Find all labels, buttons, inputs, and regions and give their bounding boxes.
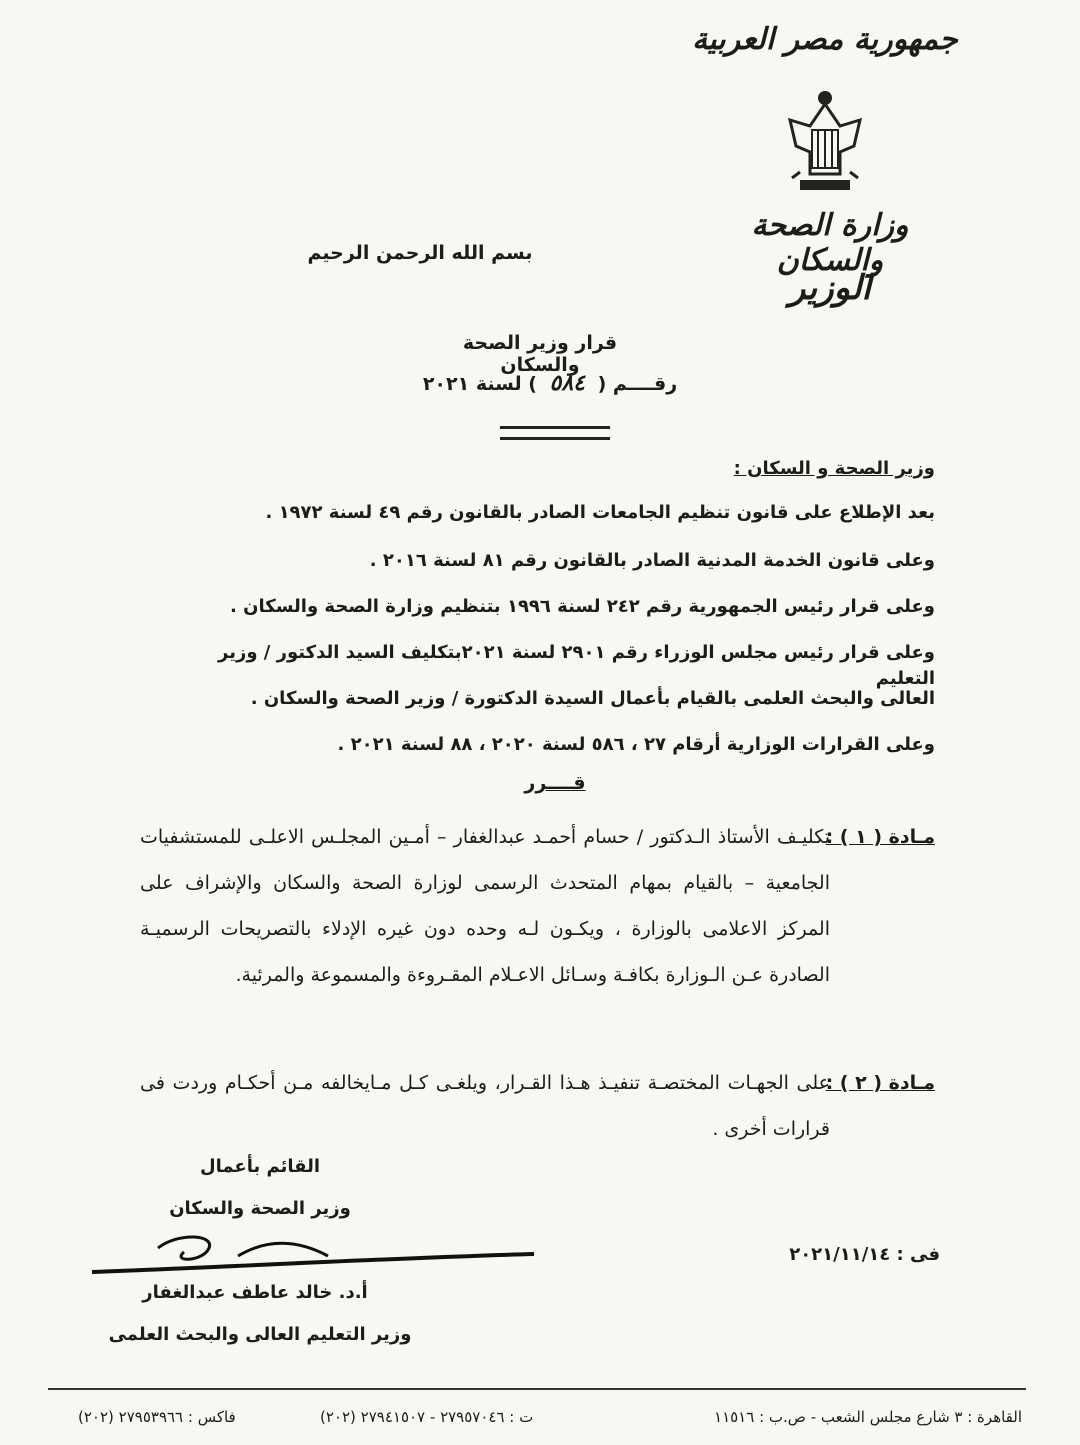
basmala: بسم الله الرحمن الرحيم [307,242,533,264]
preamble-line: العالى والبحث العلمى بالقيام بأعمال السيدة الدكتورة / وزير الصحة والسكان . [250,688,935,709]
signature-scribble-icon [88,1228,538,1288]
preamble-line: وعلى قرار رئيس مجلس الوزراء رقم ٢٩٠١ لسنة ٢٠٢١بتكليف السيد الدكتور / وزير التعليم [218,642,935,689]
date-label: فى : [896,1244,940,1265]
footer-address: القاهرة : ٣ شارع مجلس الشعب - ص.ب : ١١٥١٦ [714,1408,1022,1426]
letterhead-republic: جمهورية مصر العربية [692,22,958,57]
footer-rule [48,1388,1026,1390]
preamble-line: وعلى القرارات الوزارية أرقام ٢٧ ، ٥٨٦ لسنة ٢٠٢٠ ، ٨٨ لسنة ٢٠٢١ . [337,734,935,755]
decree-date [789,1244,940,1265]
addressee: وزير الصحة و السكان : [733,458,935,479]
article-1-label: مـادة ( ١ ) : [825,826,935,848]
signatory-title: وزير التعليم العالى والبحث العلمى [108,1324,412,1345]
decree-number-prefix: رقــــم ( [597,373,678,395]
preamble-line: بعد الإطلاع على قانون تنظيم الجامعات الصادر بالقانون رقم ٤٩ لسنة ١٩٧٢ . [265,502,935,523]
date-value: ٢٠٢١/١١/١٤ [789,1244,891,1265]
decided-heading: قــــرر [524,772,586,794]
acting-ministry: وزير الصحة والسكان [169,1198,351,1219]
decree-number: ٥٨٤ [549,370,585,396]
article-2-text: على الجهـات المختصـة تنفيـذ هـذا القـرار، ويلغـى كـل مـايخالفه مـن أحكـام وردت فى قرارات أخرى . [140,1072,830,1140]
letterhead-minister: الوزير [788,268,871,308]
decree-title: قرار وزير الصحة والسكان [462,332,618,376]
article-2-label: مـادة ( ٢ ) : [825,1072,935,1094]
preamble-line: وعلى قرار رئيس الجمهورية رقم ٢٤٢ لسنة ١٩٩٦ بتنظيم وزارة الصحة والسكان . [230,596,935,617]
footer-fax: فاكس : ٢٧٩٥٣٩٦٦ (٢٠٢) [78,1408,236,1426]
title-double-rule [500,426,610,440]
preamble-line: وعلى قانون الخدمة المدنية الصادر بالقانون رقم ٨١ لسنة ٢٠١٦ . [369,550,935,571]
acting-label: القائم بأعمال [199,1156,321,1177]
letterhead-ministry: وزارة الصحة والسكان [751,208,909,278]
eagle-emblem-icon [780,86,870,198]
signatory-name: أ.د. خالد عاطف عبدالغفار [142,1282,368,1303]
decree-number-line [400,370,700,396]
article-1-text: تكليـف الأستاذ الـدكتور / حسام أحمـد عبدالغفار – أمـين المجلـس الاعلـى للمستشفيات الجامعية – بالقيام بمهام المتحدث الرسمى لوزارة الصحة والسكان والإشراف على المركز الاعلامى بالوزارة ، ويكـون لـه وحده دون غيره الإدلاء بالتصريحات الرسميـة الصادرة عـن الـوزارة بكافـة وسـائل الاعـلام المقـروءة والمسموعة والمرئية. [140,826,830,986]
decree-number-suffix: ) لسنة ٢٠٢١ [422,373,537,395]
footer-phones: ت : ٢٧٩٥٧٠٤٦ - ٢٧٩٤١٥٠٧ (٢٠٢) [320,1408,534,1426]
